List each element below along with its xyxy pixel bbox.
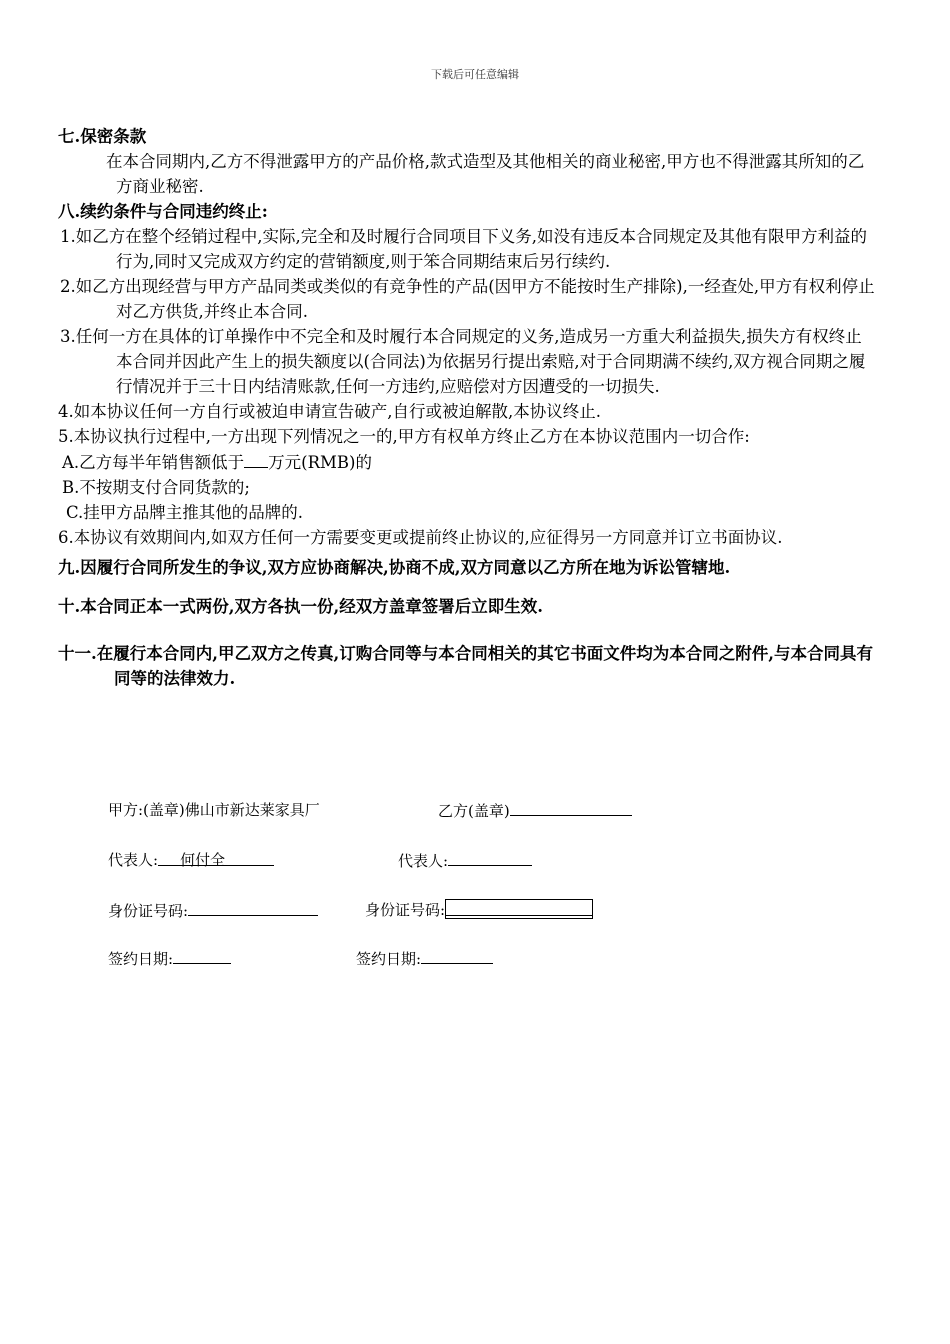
item-5a-prefix: A.乙方每半年销售额低于 <box>62 453 245 472</box>
section-7-body: 在本合同期内,乙方不得泄露甲方的产品价格,款式造型及其他相关的商业秘密,甲方也不得泄露其所知的乙方商业秘密. <box>106 152 865 196</box>
party-b-blank <box>510 799 632 816</box>
party-b-label: 乙方(盖章) <box>438 802 510 820</box>
section-8-item-5: 5.本协议执行过程中,一方出现下列情况之一的,甲方有权单方终止乙方在本协议范围内一切合作: <box>58 427 750 446</box>
rep-a-name: 何付全 <box>180 851 226 869</box>
rep-b-label: 代表人: <box>398 852 449 870</box>
section-8-item-5b: B.不按期支付合同货款的; <box>62 478 250 497</box>
date-b-label: 签约日期: <box>356 950 422 968</box>
contract-body <box>58 124 878 691</box>
party-b-field <box>438 799 632 821</box>
section-8-item-3: 3.任何一方在具体的订单操作中不完全和及时履行本合同规定的义务,造成另一方重大利益损失,损失方有权终止本合同并因此产生上的损失额度以(合同法)为依据另行提出索赔,对于合同期满不续约,双方视合同期之履行情况并于三十日内结清账款,任何一方违约,应赔偿对方因遭受的一切损失. <box>60 327 866 396</box>
date-b-blank <box>421 947 493 964</box>
id-b-field <box>365 899 593 920</box>
amount-blank <box>244 449 268 468</box>
date-b-field <box>356 947 493 969</box>
id-b-label: 身份证号码: <box>365 901 446 919</box>
rep-a-field <box>108 849 274 870</box>
date-a-blank <box>173 947 231 964</box>
id-b-box <box>445 899 593 919</box>
section-8-title: 八.续约条件与合同违约终止: <box>58 202 268 221</box>
date-a-field <box>108 947 231 969</box>
item-5a-suffix: 万元(RMB)的 <box>268 453 372 472</box>
id-a-field <box>108 899 318 921</box>
page-header-note: 下载后可任意编辑 <box>431 68 519 81</box>
section-7-title: 七.保密条款 <box>58 127 147 146</box>
section-8-item-5c: C.挂甲方品牌主推其他的品牌的. <box>66 503 304 522</box>
rep-b-blank <box>448 849 532 866</box>
party-a-label: 甲方:(盖章)佛山市新达莱家具厂 <box>108 801 320 819</box>
section-9: 九.因履行合同所发生的争议,双方应协商解决,协商不成,双方同意以乙方所在地为诉讼管辖地. <box>58 558 731 577</box>
rep-b-field <box>398 849 532 871</box>
section-8-item-5a <box>58 449 878 475</box>
id-a-blank <box>188 899 318 916</box>
date-a-label: 签约日期: <box>108 950 174 968</box>
rep-a-label: 代表人: <box>108 851 159 869</box>
section-8-item-4: 4.如本协议任何一方自行或被迫申请宣告破产,自行或被迫解散,本协议终止. <box>58 402 601 421</box>
section-8-item-1: 1.如乙方在整个经销过程中,实际,完全和及时履行合同项目下义务,如没有违反本合同规定及其他有限甲方利益的行为,同时又完成双方约定的营销额度,则于笨合同期结束后另行续约. <box>60 227 867 271</box>
section-10: 十.本合同正本一式两份,双方各执一份,经双方盖章签署后立即生效. <box>58 597 543 616</box>
section-8-item-6: 6.本协议有效期间内,如双方任何一方需要变更或提前终止协议的,应征得另一方同意并订立书面协议. <box>58 528 783 547</box>
rep-a-blank <box>158 849 274 869</box>
id-a-label: 身份证号码: <box>108 902 189 920</box>
section-8-item-2: 2.如乙方出现经营与甲方产品同类或类似的有竞争性的产品(因甲方不能按时生产排除),一经查处,甲方有权利停止对乙方供货,并终止本合同. <box>60 277 875 321</box>
section-11: 十一.在履行本合同内,甲乙双方之传真,订购合同等与本合同相关的其它书面文件均为本合同之附件,与本合同具有同等的法律效力. <box>58 644 873 688</box>
